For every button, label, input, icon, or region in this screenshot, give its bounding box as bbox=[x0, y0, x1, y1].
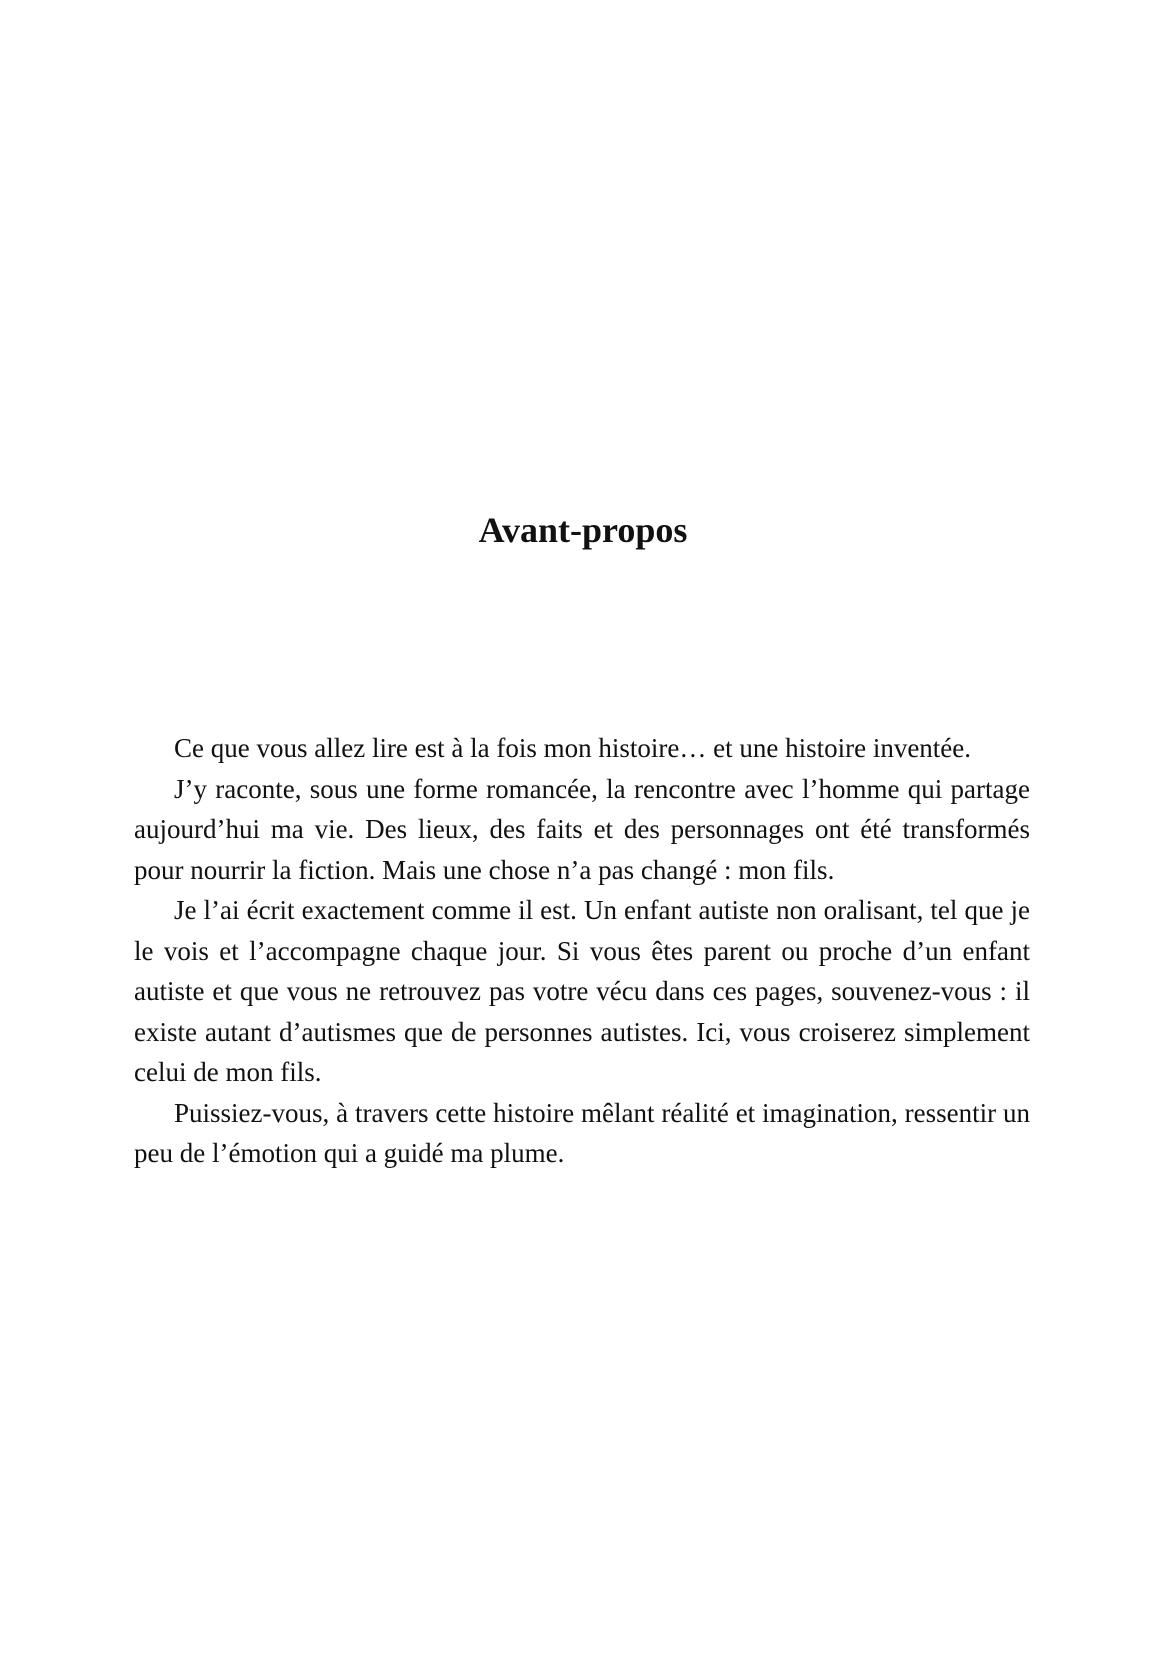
paragraph-3: Je l’ai écrit exactement comme il est. Un enfant autiste non oralisant, tel que je le vois et l’accompagne chaque jour. Si vous êtes parent ou proche d’un enfant autiste et que vous ne retrouvez pas votre vécu dans ces pages, souvenez-vous : il existe autant d’autismes que de personnes autistes. Ici, vous croiserez simplement celui de mon fils. bbox=[134, 895, 1030, 1087]
foreword-body bbox=[134, 728, 1030, 1174]
paragraph-2: J’y raconte, sous une forme romancée, la rencontre avec l’homme qui partage aujourd’hui ma vie. Des lieux, des faits et des personnages ont été transformés pour nourrir la fiction. Mais une chose n’a pas changé : mon fils. bbox=[134, 773, 1030, 885]
paragraph-1: Ce que vous allez lire est à la fois mon histoire… et une histoire inventée. bbox=[174, 733, 972, 763]
page-title: Avant-propos bbox=[478, 510, 688, 550]
paragraph-4: Puissiez-vous, à travers cette histoire mêlant réalité et imagination, ressentir un peu de l’émotion qui a guidé ma plume. bbox=[134, 1097, 1030, 1168]
